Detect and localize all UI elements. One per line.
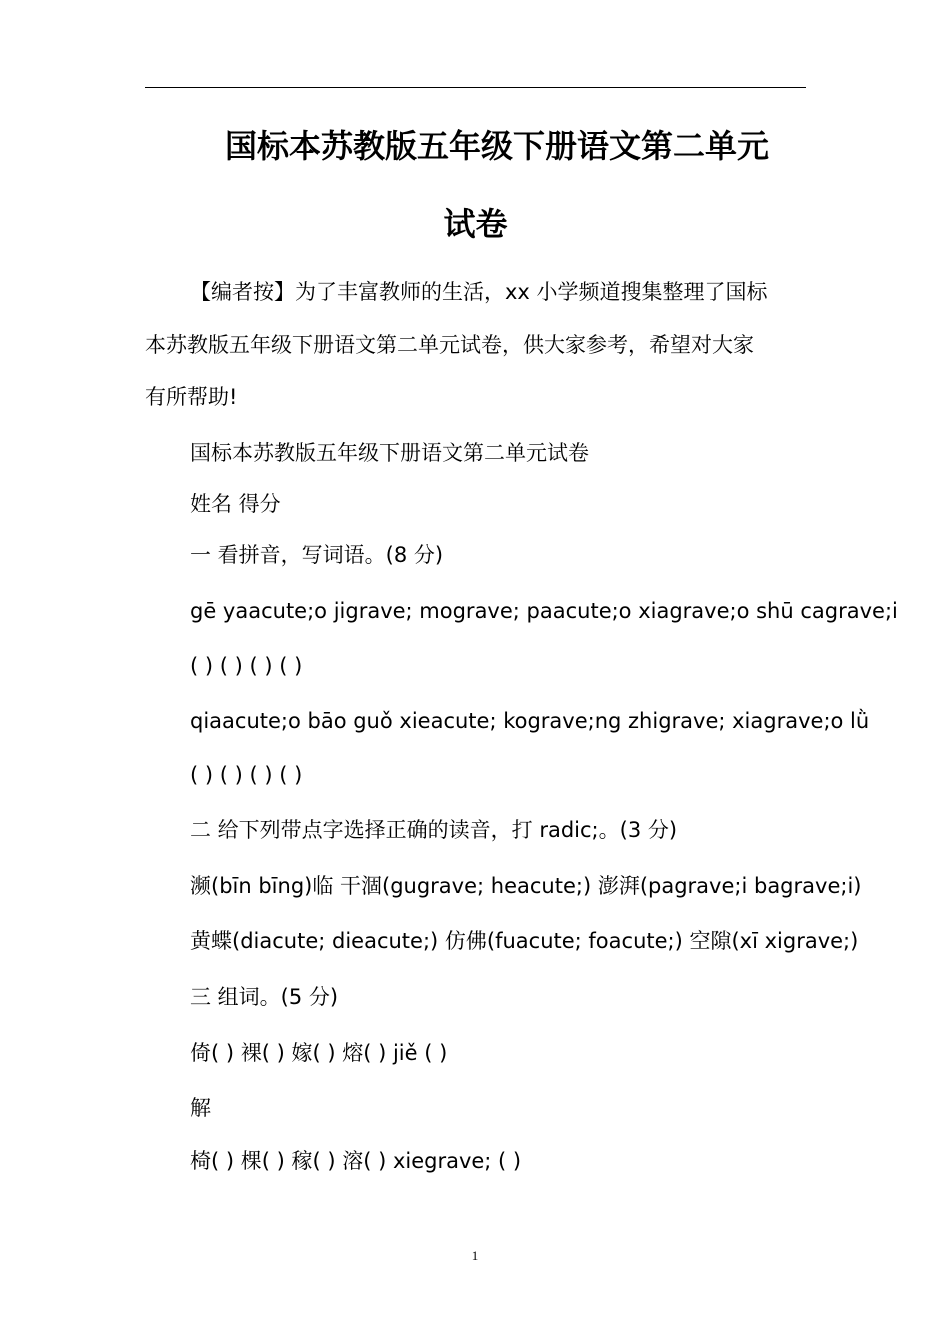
question-1-blanks-row-1: ( ) ( ) ( ) ( ) (190, 654, 303, 678)
question-2-row-2: 黄蝶(diacute; dieacute;) 仿佛(fuacute; foacute;) 空隙(xī xigrave;) (190, 929, 859, 953)
doc-subtitle: 国标本苏教版五年级下册语文第二单元试卷 (190, 441, 589, 465)
question-1-pinyin-row-1: gē yaacute;o jigrave; mograve; paacute;o xiagrave;o shū cagrave;i (190, 599, 898, 623)
header-rule (145, 87, 806, 88)
question-1-pinyin-row-2: qiaacute;o bāo guǒ xieacute; kograve;ng zhigrave; xiagrave;o lǜ (190, 709, 870, 733)
question-3-row-2: 解 (190, 1096, 211, 1120)
question-1-blanks-row-2: ( ) ( ) ( ) ( ) (190, 763, 303, 787)
question-3-heading: 三 组词。(5 分) (190, 985, 339, 1009)
intro-line-3: 有所帮助! (145, 385, 238, 409)
intro-line-2: 本苏教版五年级下册语文第二单元试卷，供大家参考，希望对大家 (145, 333, 754, 357)
question-3-row-1: 倚( ) 裸( ) 嫁( ) 熔( ) jiě ( ) (190, 1041, 448, 1065)
page-number: 1 (471, 1248, 479, 1263)
document-title-line-2: 试卷 (443, 205, 508, 243)
question-2-heading: 二 给下列带点字选择正确的读音，打 radic;。(3 分) (190, 818, 678, 842)
question-1-heading: 一 看拼音，写词语。(8 分) (190, 543, 444, 567)
name-score-line: 姓名 得分 (190, 492, 281, 516)
question-3-row-3: 椅( ) 棵( ) 稼( ) 溶( ) xiegrave; ( ) (190, 1149, 522, 1173)
intro-line-1: 【编者按】为了丰富教师的生活，xx 小学频道搜集整理了国标 (190, 280, 768, 304)
document-title-line-1: 国标本苏教版五年级下册语文第二单元 (225, 127, 770, 165)
question-2-row-1: 濒(bīn bīng)临 干涸(gugrave; heacute;) 澎湃(pagrave;i bagrave;i) (190, 874, 862, 898)
